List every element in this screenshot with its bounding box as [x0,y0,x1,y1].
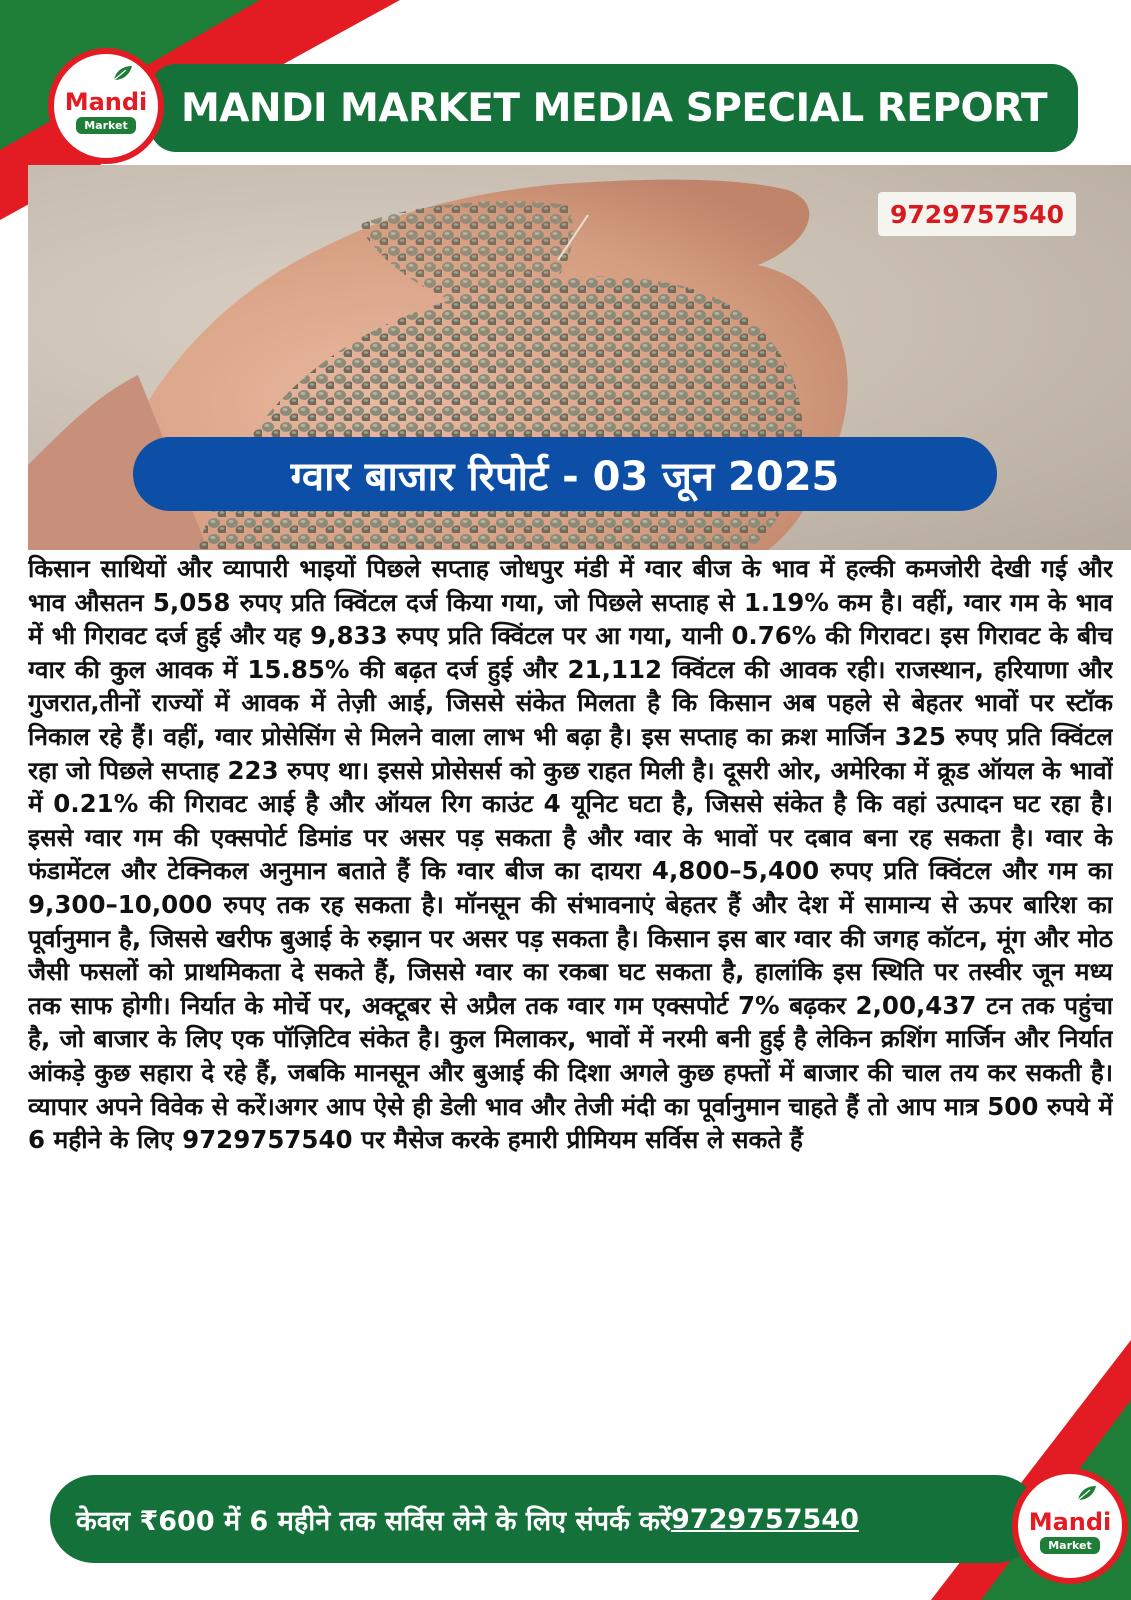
report-paragraph: किसान साथियों और व्यापारी भाइयों पिछले सप्ताह जोधपुर मंडी में ग्वार बीज के भाव में हल्की कमजोरी देखी गई और भाव औसतन 5,058 रुपए प्रति क्विंटल दर्ज किया गया, जो पिछले सप्ताह से 1.19% कम है। वहीं, ग्वार गम के भाव में भी गिरावट दर्ज हुई और यह 9,833 रुपए प्रति क्विंटल पर आ गया, यानी 0.76% की गिरावट। इस गिरावट के बीच ग्वार की कुल आवक में 15.85% की बढ़त दर्ज हुई और 21,112 क्विंटल की आवक रही। राजस्थान, हरियाणा और गुजरात,तीनों राज्यों में आवक में तेज़ी आई, जिससे संकेत मिलता है कि किसान अब पहले से बेहतर भावों पर स्टॉक निकाल रहे हैं। वहीं, ग्वार प्रोसेसिंग से मिलने वाला लाभ भी बढ़ा है। इस सप्ताह का क्रश मार्जिन 325 रुपए प्रति क्विंटल रहा जो पिछले सप्ताह 223 रुपए था। इससे प्रोसेसर्स को कुछ राहत मिली है। दूसरी ओर, अमेरिका में क्रूड ऑयल के भावों में 0.21% की गिरावट आई है और ऑयल रिग काउंट 4 यूनिट घटा है, जिससे संकेत है कि वहां उत्पादन घट रहा है। इससे ग्वार गम की एक्सपोर्ट डिमांड पर असर पड़ सकता है और ग्वार के भावों पर दबाव बना रह सकता है। ग्वार के फंडामेंटल और टेक्निकल अनुमान बताते हैं कि ग्वार बीज का दायरा 4,800–5,400 रुपए प्रति क्विंटल और गम का 9,300–10,000 रुपए तक रह सकता है। मॉनसून की संभावनाएं बेहतर हैं और देश में सामान्य से ऊपर बारिश का पूर्वानुमान है, जिससे खरीफ बुआई के रुझान पर असर पड़ सकता है। किसान इस बार ग्वार की जगह कॉटन, मूंग और मोठ जैसी फसलों को प्राथमिकता दे सकते हैं, जिससे ग्वार का रकबा घट सकता है, हालांकि इस स्थिति पर तस्वीर जून मध्य तक साफ होगी। निर्यात के मोर्चे पर, अक्टूबर से अप्रैल तक ग्वार गम एक्सपोर्ट 7% बढ़कर 2,00,437 टन तक पहुंचा है, जो बाजार के लिए एक पॉज़िटिव संकेत है। कुल मिलाकर, भावों में नरमी बनी हुई है लेकिन क्रशिंग मार्जिन और निर्यात आंकड़े कुछ सहारा दे रहे हैं, जबकि मानसून और बुआई की दिशा अगले कुछ हफ्तों में बाजार की चाल तय कर सकती है। व्यापार अपने विवेक से करें।अगर आप ऐसे ही डेली भाव और तेजी मंदी का पूर्वानुमान चाहते हैं तो आप मात्र 500 रुपये में 6 महीने के लिए 9729757540 पर मैसेज करके हमारी प्रीमियम सर्विस ले सकते हैं [28,554,1113,1155]
logo-sub: Market [1040,1537,1100,1554]
mandi-market-logo [48,48,164,164]
report-title: ग्वार बाजार रिपोर्ट - 03 जून 2025 [290,453,840,500]
report-body [28,552,1113,1457]
header-banner [150,64,1078,152]
report-title-banner [133,437,997,511]
phone-badge: 9729757540 [878,192,1076,236]
leaf-icon [112,64,134,82]
footer-phone-link[interactable]: 9729757540 [671,1503,859,1535]
logo-name: Mandi [64,88,148,116]
logo-sub: Market [76,117,136,134]
mandi-market-logo-footer [1012,1468,1128,1584]
logo-name: Mandi [1028,1508,1112,1536]
footer-contact-banner [50,1475,1040,1563]
footer-text: केवल ₹600 में 6 महीने तक सर्विस लेने के लिए संपर्क करें [76,1505,671,1537]
header-title: MANDI MARKET MEDIA SPECIAL REPORT [180,85,1048,131]
leaf-icon [1076,1484,1098,1502]
